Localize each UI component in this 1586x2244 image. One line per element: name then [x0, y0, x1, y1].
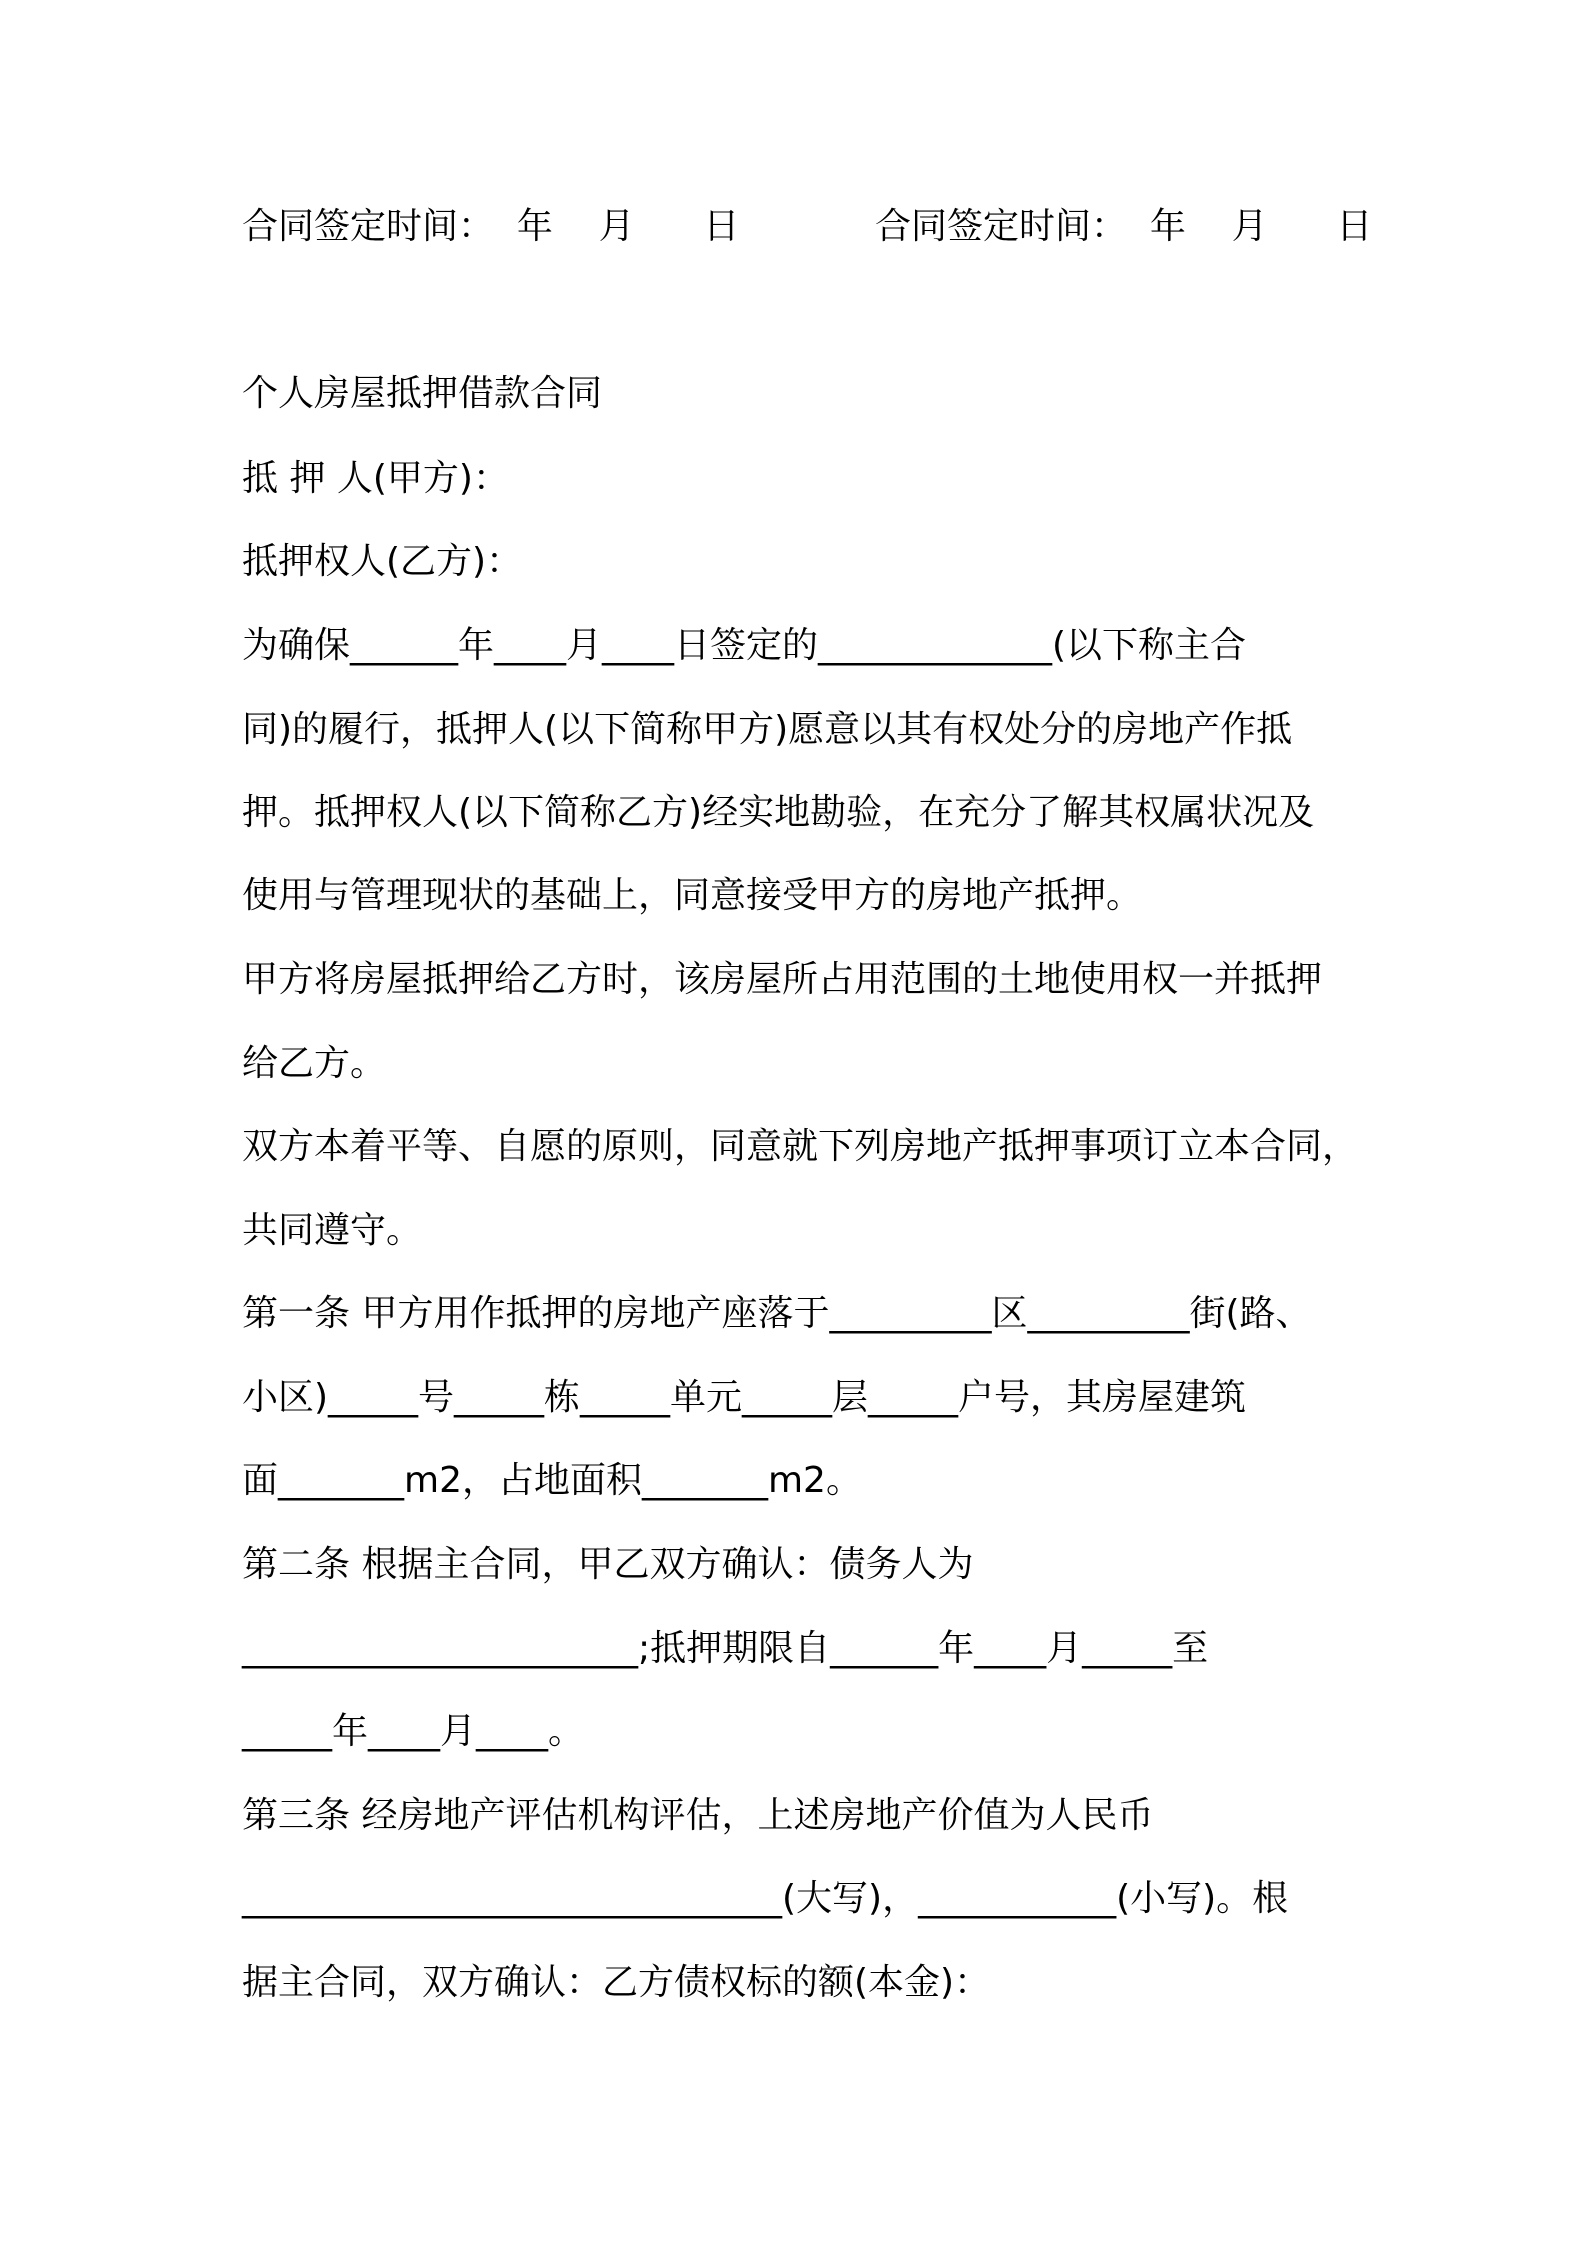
article-3-line: ______________________________(大写)，___________(小写)。根	[242, 1878, 1289, 1919]
paragraph-line: 甲方将房屋抵押给乙方时，该房屋所占用范围的土地使用权一并抵押	[242, 959, 1323, 1000]
article-1-line: 面_______m2，占地面积_______m2。	[242, 1460, 862, 1501]
signature-date-right: 合同签定时间： 年 月 日	[875, 206, 1373, 247]
paragraph-line: 给乙方。	[242, 1043, 387, 1084]
paragraph-line: 为确保______年____月____日签定的_____________(以下称主合	[242, 625, 1247, 666]
article-2-line: 第二条 根据主合同，甲乙双方确认：债务人为	[242, 1544, 974, 1585]
paragraph-line: 双方本着平等、自愿的原则，同意就下列房地产抵押事项订立本合同，	[242, 1126, 1359, 1167]
document-title: 个人房屋抵押借款合同	[242, 373, 603, 414]
paragraph-line: 使用与管理现状的基础上，同意接受甲方的房地产抵押。	[242, 875, 1143, 916]
article-2-line: _____年____月____。	[242, 1711, 584, 1752]
article-1-line: 小区)_____号_____栋_____单元_____层_____户号，其房屋建筑	[242, 1377, 1247, 1418]
article-3-line: 据主合同，双方确认：乙方债权标的额(本金)：	[242, 1962, 991, 2003]
article-2-line: ______________________;抵押期限自______年____月_____至	[242, 1628, 1209, 1669]
signature-date-left: 合同签定时间： 年 月 日	[242, 206, 740, 247]
paragraph-line: 共同遵守。	[242, 1210, 423, 1251]
article-3-line: 第三条 经房地产评估机构评估，上述房地产价值为人民币	[242, 1795, 1154, 1836]
party-mortgagee: 抵押权人(乙方)：	[242, 541, 523, 582]
party-mortgagor: 抵 押 人(甲方)：	[242, 458, 509, 499]
article-1-line: 第一条 甲方用作抵押的房地产座落于_________区_________街(路、	[242, 1293, 1312, 1334]
paragraph-line: 同)的履行，抵押人(以下简称甲方)愿意以其有权处分的房地产作抵	[242, 709, 1293, 750]
paragraph-line: 押。抵押权人(以下简称乙方)经实地勘验，在充分了解其权属状况及	[242, 792, 1315, 833]
